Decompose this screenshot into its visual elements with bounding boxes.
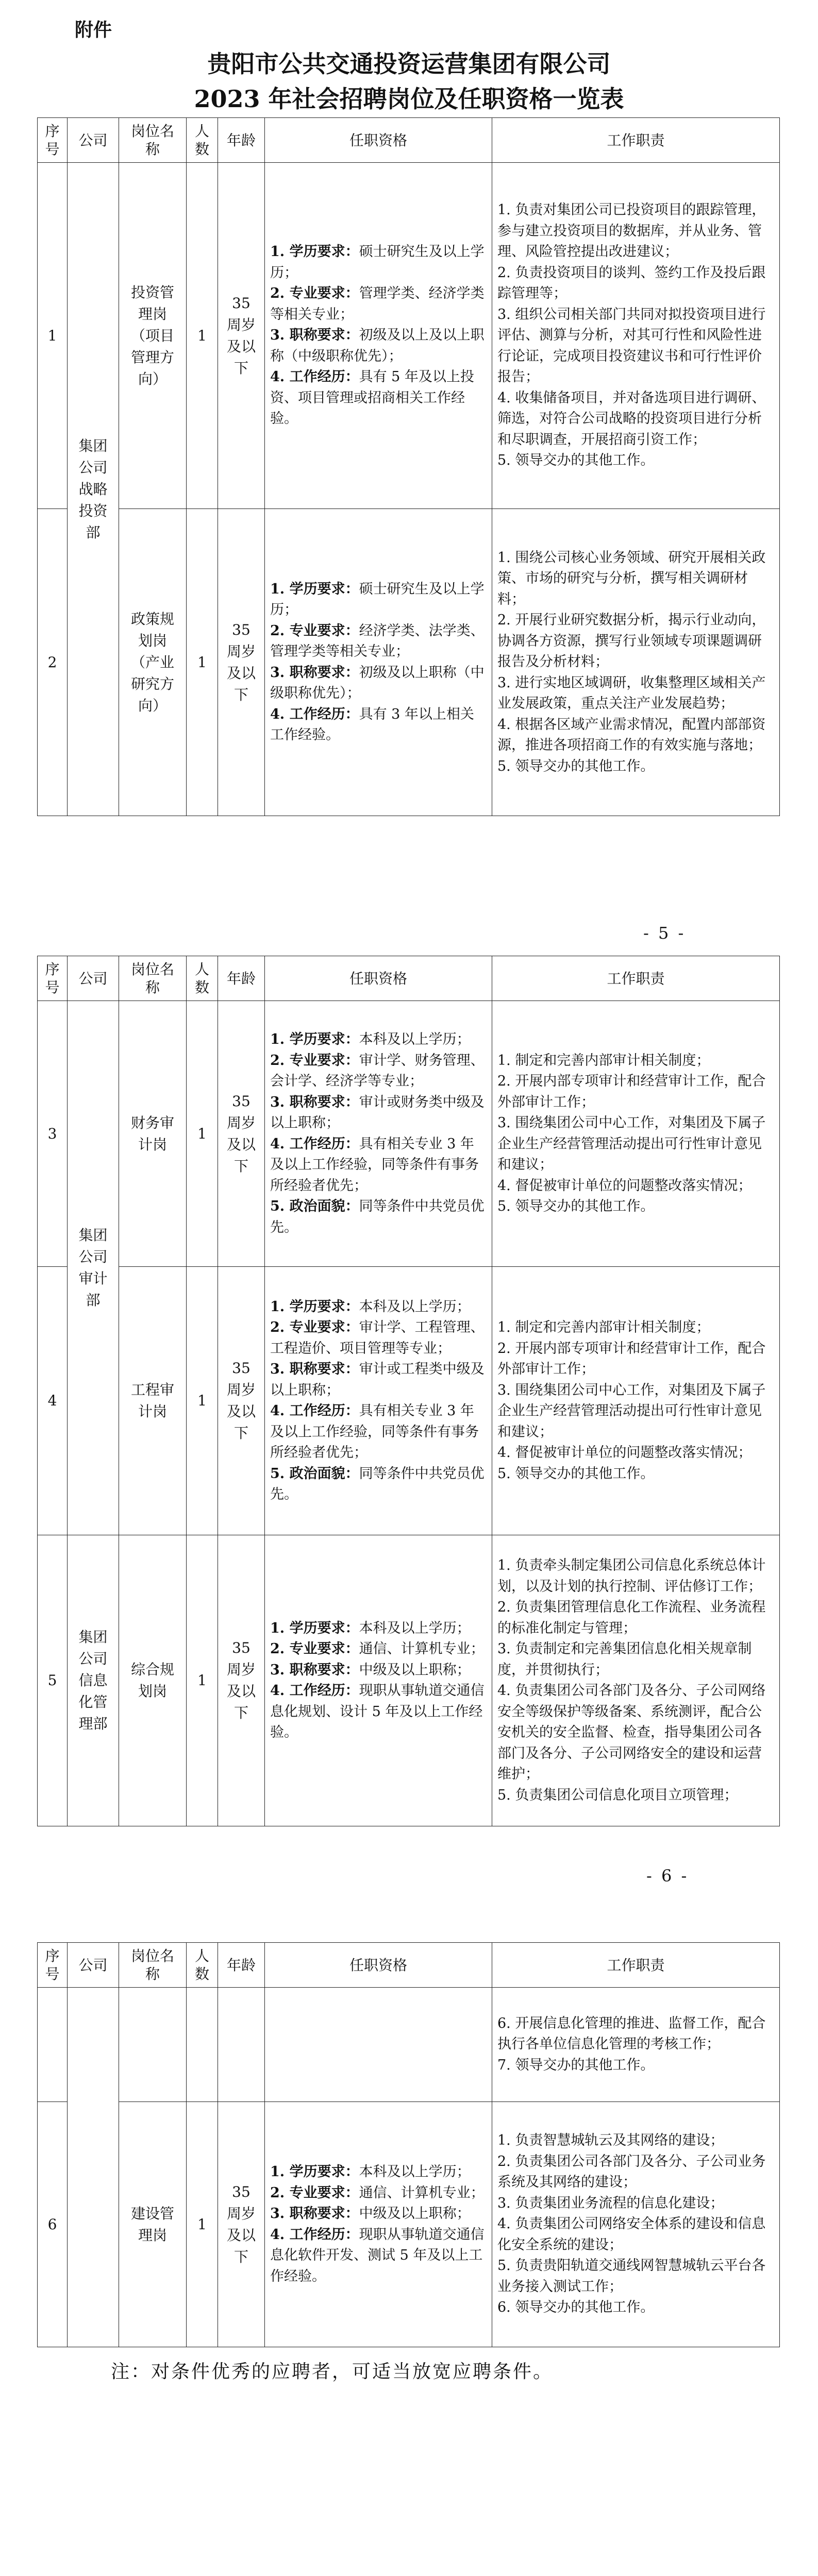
row-duties bbox=[492, 1001, 780, 1267]
duty-item: 2. 开展内部专项审计和经营审计工作，配合外部审计工作； bbox=[497, 1073, 766, 1110]
duty-item: 1. 制定和完善内部审计相关制度； bbox=[497, 1052, 710, 1069]
row-company: 集团公司审计部 bbox=[68, 1001, 119, 1535]
row-duties bbox=[492, 1988, 780, 2102]
row-position: 综合规划岗 bbox=[119, 1535, 187, 1826]
row-no: 1 bbox=[38, 163, 68, 509]
qualification-item: 4. 工作经历：具有 3 年以上相关工作经验。 bbox=[270, 706, 474, 743]
header-duties: 工作职责 bbox=[492, 1943, 780, 1988]
header-duties: 工作职责 bbox=[492, 956, 780, 1001]
duty-item: 4. 负责集团公司各部门及各分、子公司网络安全等级保护等级备案、系统测评，配合公安机关的安全监督、检查，指导集团公司各部门及各分、子公司网络安全的建设和运营维护； bbox=[497, 1683, 766, 1782]
qualification-item: 2. 专业要求：通信、计算机专业； bbox=[270, 2184, 485, 2201]
qualification-item: 1. 学历要求：本科及以上学历； bbox=[270, 1298, 471, 1315]
row-age: 35 周岁及以下 bbox=[218, 2102, 265, 2347]
qualification-item: 3. 职称要求：审计或工程类中级及以上职称； bbox=[270, 1361, 485, 1398]
duty-item: 4. 根据各区域产业需求情况，配置内部部资源，推进各项招商工作的有效实施与落地； bbox=[497, 716, 766, 754]
row-duties bbox=[492, 2102, 780, 2347]
row-company: 集团公司信息化管理部 bbox=[68, 1535, 119, 1826]
duty-item: 5. 领导交办的其他工作。 bbox=[497, 452, 655, 469]
row-duties bbox=[492, 1535, 780, 1826]
qualification-item: 1. 学历要求：本科及以上学历； bbox=[270, 2164, 471, 2180]
row-duties bbox=[492, 509, 780, 816]
row-age: 35 周岁及以下 bbox=[218, 1535, 265, 1826]
table-row bbox=[38, 2102, 780, 2347]
row-age: 35 周岁及以下 bbox=[218, 1001, 265, 1267]
document-title: 贵阳市公共交通投资运营集团有限公司 bbox=[207, 50, 611, 78]
recruitment-table-page-2 bbox=[37, 956, 780, 1826]
header-company: 公司 bbox=[68, 1943, 119, 1988]
row-position: 工程审计岗 bbox=[119, 1267, 187, 1535]
duty-item: 7. 领导交办的其他工作。 bbox=[497, 2057, 655, 2073]
header-no: 序号 bbox=[38, 118, 68, 163]
header-no: 序号 bbox=[38, 1943, 68, 1988]
row-qualifications bbox=[265, 1001, 492, 1267]
row-count: 1 bbox=[187, 509, 218, 816]
duty-item: 4. 督促被审计单位的问题整改落实情况； bbox=[497, 1445, 752, 1461]
header-count: 人数 bbox=[187, 956, 218, 1001]
row-duties bbox=[492, 163, 780, 509]
row-company: 集团公司战略投资部 bbox=[68, 163, 119, 816]
row-no: 4 bbox=[38, 1267, 68, 1535]
qualification-item: 1. 学历要求：硕士研究生及以上学历； bbox=[270, 244, 485, 281]
row-duties bbox=[492, 1267, 780, 1535]
row-age: 35 周岁及以下 bbox=[218, 1267, 265, 1535]
header-age: 年龄 bbox=[218, 118, 265, 163]
qualification-item: 5. 政治面貌：同等条件中共党员优先。 bbox=[270, 1198, 485, 1235]
header-age: 年龄 bbox=[218, 1943, 265, 1988]
duty-item: 5. 负责集团公司信息化项目立项管理； bbox=[497, 1787, 738, 1803]
duty-item: 2. 开展行业研究数据分析，揭示行业动向，协调各方资源，撰写行业领域专项课题调研报告及分析材料； bbox=[497, 612, 766, 670]
duty-item: 4. 督促被审计单位的问题整改落实情况； bbox=[497, 1177, 752, 1194]
header-position: 岗位名称 bbox=[119, 956, 187, 1001]
footnote: 注：对条件优秀的应聘者，可适当放宽应聘条件。 bbox=[111, 2361, 554, 2382]
duty-item: 3. 负责制定和完善集团信息化相关规章制度，并贯彻执行； bbox=[497, 1641, 752, 1678]
duty-item: 5. 负责贵阳轨道交通线网智慧城轨云平台各业务接入测试工作； bbox=[497, 2258, 766, 2295]
qualification-item: 5. 政治面貌：同等条件中共党员优先。 bbox=[270, 1465, 485, 1502]
qualification-item: 3. 职称要求：审计或财务类中级及以上职称； bbox=[270, 1094, 485, 1131]
duty-item: 2. 开展内部专项审计和经营审计工作，配合外部审计工作； bbox=[497, 1340, 766, 1377]
qualification-item: 2. 专业要求：管理学类、经济学类等相关专业； bbox=[270, 285, 485, 323]
header-qualification: 任职资格 bbox=[265, 118, 492, 163]
qualification-item: 4. 工作经历：具有相关专业 3 年及以上工作经验，同等条件有事务所经验者优先； bbox=[270, 1403, 479, 1461]
page-number: - 5 - bbox=[643, 923, 686, 943]
duty-item: 4. 负责集团公司网络安全体系的建设和信息化安全系统的建设； bbox=[497, 2216, 766, 2253]
duty-item: 1. 负责对集团公司已投资项目的跟踪管理，参与建立投资项目的数据库，并从业务、管理、风险管控提出改进建议； bbox=[497, 202, 766, 260]
duty-item: 1. 制定和完善内部审计相关制度； bbox=[497, 1319, 710, 1335]
qualification-item: 2. 专业要求：通信、计算机专业； bbox=[270, 1641, 485, 1657]
table-row-continued bbox=[38, 1988, 780, 2102]
header-position: 岗位名称 bbox=[119, 1943, 187, 1988]
table-row bbox=[38, 509, 780, 816]
qualification-item: 3. 职称要求：初级及以上职称（中级职称优先）； bbox=[270, 664, 485, 701]
qualification-item: 4. 工作经历：现职从事轨道交通信息化规划、设计 5 年及以上工作经验。 bbox=[270, 1683, 485, 1740]
recruitment-table-page-1 bbox=[37, 117, 780, 816]
recruitment-table-page-3 bbox=[37, 1942, 780, 2347]
duty-item: 3. 围绕集团公司中心工作，对集团及下属子企业生产经营管理活动提出可行性审计意见和建议； bbox=[497, 1115, 766, 1173]
table-row bbox=[38, 1001, 780, 1267]
row-qualifications bbox=[265, 163, 492, 509]
header-count: 人数 bbox=[187, 1943, 218, 1988]
duty-item: 3. 围绕集团公司中心工作，对集团及下属子企业生产经营管理活动提出可行性审计意见和建议； bbox=[497, 1382, 766, 1440]
duty-item: 4. 收集储备项目，并对备选项目进行调研、筛选，对符合公司战略的投资项目进行分析和尽职调查，开展招商引资工作； bbox=[497, 389, 766, 448]
row-count: 1 bbox=[187, 1267, 218, 1535]
qualification-item: 2. 专业要求：经济学类、法学类、管理学类等相关专业； bbox=[270, 622, 485, 659]
header-age: 年龄 bbox=[218, 956, 265, 1001]
qualification-item: 4. 工作经历：具有 5 年及以上投资、项目管理或招商相关工作经验。 bbox=[270, 369, 474, 427]
row-position: 政策规划岗（产业研究方向） bbox=[119, 509, 187, 816]
row-no: 6 bbox=[38, 2102, 68, 2347]
document-subtitle: 2023 年社会招聘岗位及任职资格一览表 bbox=[194, 85, 624, 113]
header-company: 公司 bbox=[68, 956, 119, 1001]
row-qualifications bbox=[265, 1267, 492, 1535]
duty-item: 6. 领导交办的其他工作。 bbox=[497, 2299, 655, 2316]
qualification-item: 1. 学历要求：硕士研究生及以上学历； bbox=[270, 581, 485, 618]
row-position: 财务审计岗 bbox=[119, 1001, 187, 1267]
header-count: 人数 bbox=[187, 118, 218, 163]
duty-item: 1. 负责牵头制定集团公司信息化系统总体计划，以及计划的执行控制、评估修订工作； bbox=[497, 1557, 766, 1595]
table-row bbox=[38, 1267, 780, 1535]
duty-item: 3. 负责集团业务流程的信息化建设； bbox=[497, 2195, 724, 2211]
table-row bbox=[38, 163, 780, 509]
row-no: 2 bbox=[38, 509, 68, 816]
row-age: 35 周岁及以下 bbox=[218, 163, 265, 509]
duty-item: 5. 领导交办的其他工作。 bbox=[497, 758, 655, 774]
header-qualification: 任职资格 bbox=[265, 956, 492, 1001]
duty-item: 2. 负责集团公司各部门及各分、子公司业务系统及其网络的建设； bbox=[497, 2153, 766, 2191]
duty-item: 1. 围绕公司核心业务领域、研究开展相关政策、市场的研究与分析，撰写相关调研材料； bbox=[497, 549, 766, 607]
duty-item: 2. 负责集团管理信息化工作流程、业务流程的标准化制定与管理； bbox=[497, 1599, 766, 1636]
qualification-item: 4. 工作经历：具有相关专业 3 年及以上工作经验，同等条件有事务所经验者优先； bbox=[270, 1136, 479, 1194]
duty-item: 1. 负责智慧城轨云及其网络的建设； bbox=[497, 2132, 724, 2149]
row-age: 35 周岁及以下 bbox=[218, 509, 265, 816]
duty-item: 6. 开展信息化管理的推进、监督工作，配合执行各单位信息化管理的考核工作； bbox=[497, 2015, 766, 2053]
attachment-label: 附件 bbox=[75, 19, 112, 41]
qualification-item: 4. 工作经历：现职从事轨道交通信息化软件开发、测试 5 年及以上工作经验。 bbox=[270, 2226, 485, 2284]
row-count: 1 bbox=[187, 1535, 218, 1826]
qualification-item: 2. 专业要求：审计学、工程管理、工程造价、项目管理等专业； bbox=[270, 1319, 485, 1357]
qualification-item: 3. 职称要求：初级及以上及以上职称（中级职称优先）； bbox=[270, 327, 485, 364]
header-no: 序号 bbox=[38, 956, 68, 1001]
qualification-item: 1. 学历要求：本科及以上学历； bbox=[270, 1031, 471, 1047]
header-qualification: 任职资格 bbox=[265, 1943, 492, 1988]
qualification-item: 3. 职称要求：中级及以上职称； bbox=[270, 2206, 471, 2222]
qualification-item: 3. 职称要求：中级及以上职称； bbox=[270, 1662, 471, 1678]
row-qualifications bbox=[265, 1535, 492, 1826]
header-duties: 工作职责 bbox=[492, 118, 780, 163]
qualification-item: 2. 专业要求：审计学、财务管理、会计学、经济学等专业； bbox=[270, 1052, 485, 1089]
qualification-item: 1. 学历要求：本科及以上学历； bbox=[270, 1620, 471, 1636]
row-count: 1 bbox=[187, 2102, 218, 2347]
row-position: 投资管理岗（项目管理方向） bbox=[119, 163, 187, 509]
duty-item: 3. 进行实地区域调研，收集整理区域相关产业发展政策，重点关注产业发展趋势； bbox=[497, 674, 766, 712]
row-count: 1 bbox=[187, 163, 218, 509]
duty-item: 5. 领导交办的其他工作。 bbox=[497, 1198, 655, 1214]
row-qualifications bbox=[265, 2102, 492, 2347]
header-position: 岗位名称 bbox=[119, 118, 187, 163]
duty-item: 5. 领导交办的其他工作。 bbox=[497, 1465, 655, 1482]
duty-item: 2. 负责投资项目的谈判、签约工作及投后跟踪管理等； bbox=[497, 264, 766, 302]
row-no: 5 bbox=[38, 1535, 68, 1826]
page-number: - 6 - bbox=[646, 1866, 689, 1886]
row-qualifications bbox=[265, 509, 492, 816]
table-row bbox=[38, 1535, 780, 1826]
row-count: 1 bbox=[187, 1001, 218, 1267]
duty-item: 3. 组织公司相关部门共同对拟投资项目进行评估、测算与分析，对其可行性和风险性进行论证，完成项目投资建议书和可行性评价报告； bbox=[497, 306, 766, 385]
row-position: 建设管理岗 bbox=[119, 2102, 187, 2347]
row-no: 3 bbox=[38, 1001, 68, 1267]
header-company: 公司 bbox=[68, 118, 119, 163]
